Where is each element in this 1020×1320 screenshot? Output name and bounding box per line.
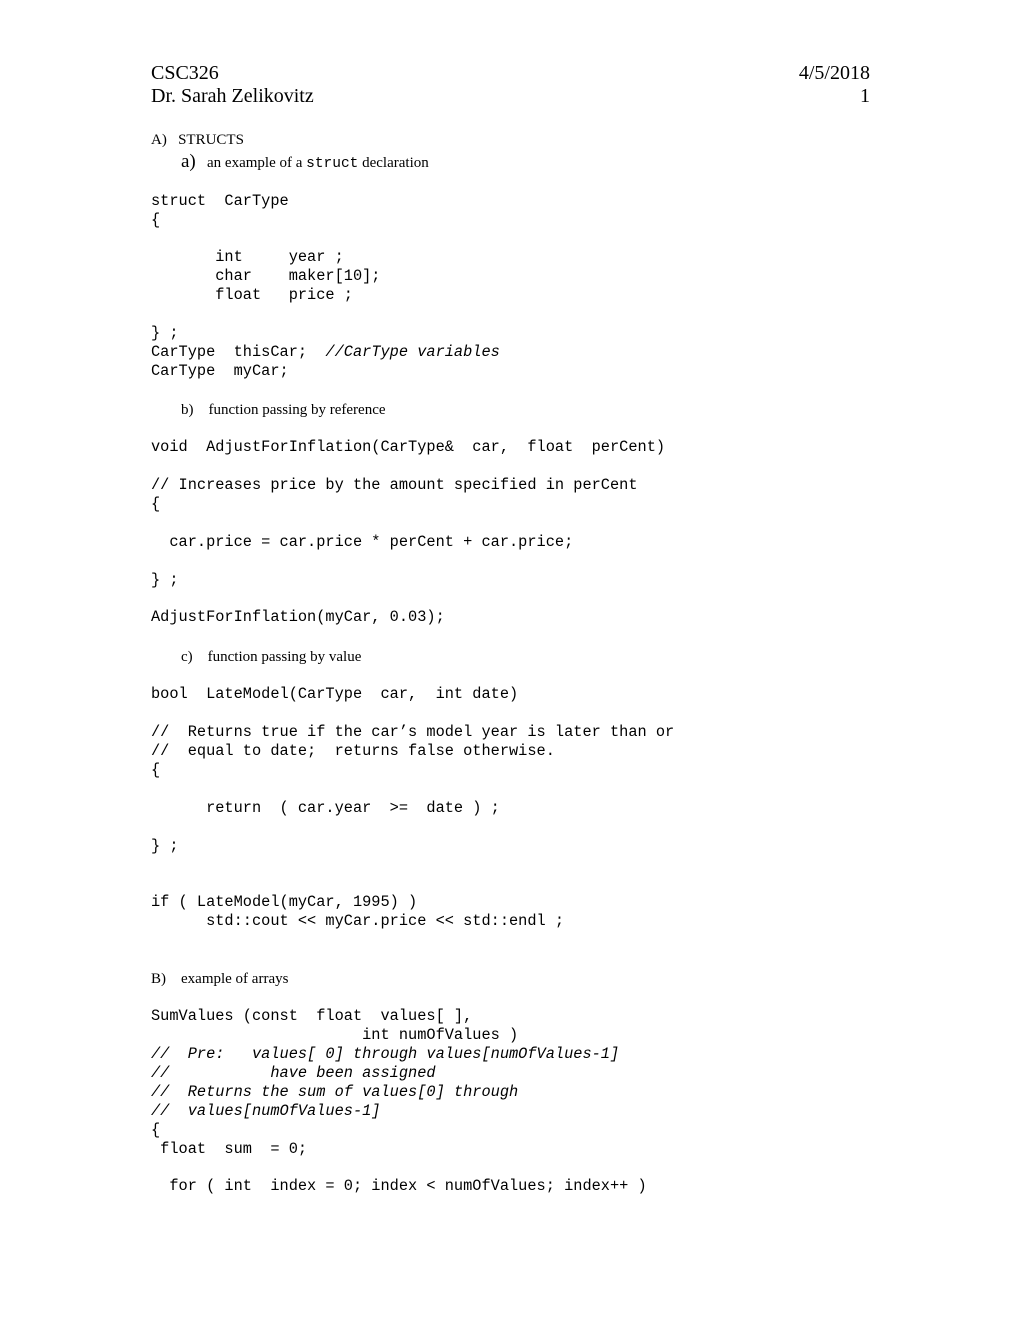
subsection-b-heading: b) function passing by reference	[181, 402, 386, 418]
section-a-heading: A) STRUCTS	[151, 132, 244, 148]
code-text: CarType thisCar;	[151, 343, 326, 361]
code-line: // equal to date; returns false otherwise.	[151, 742, 555, 760]
code-line: {	[151, 761, 161, 779]
code-line: SumValues (const float values[ ],	[151, 1007, 473, 1025]
page-number: 1	[860, 85, 870, 107]
code-line: } ;	[151, 571, 179, 589]
code-line: float price ;	[151, 286, 353, 304]
subsection-a-heading	[181, 152, 429, 174]
code-line: std::cout << myCar.price << std::endl ;	[151, 912, 565, 930]
code-line: CarType myCar;	[151, 362, 289, 380]
code-line: if ( LateModel(myCar, 1995) )	[151, 893, 418, 911]
code-line: float sum = 0;	[151, 1140, 308, 1158]
document-date: 4/5/2018	[798, 62, 870, 84]
code-line: {	[151, 1121, 161, 1139]
code-line: // Increases price by the amount specified in perCent	[151, 476, 638, 494]
code-line: void AdjustForInflation(CarType& car, float perCent)	[151, 438, 666, 456]
code-line: char maker[10];	[151, 267, 381, 285]
subsection-a-text-after: declaration	[358, 155, 429, 171]
code-comment: //CarType variables	[325, 343, 500, 361]
subsection-a-code-word: struct	[306, 156, 359, 172]
code-line: {	[151, 211, 161, 229]
code-comment: // Pre: values[ 0] through values[numOfValues-1]	[151, 1045, 620, 1063]
code-line: int year ;	[151, 248, 344, 266]
code-line: return ( car.year >= date ) ;	[151, 799, 500, 817]
code-line: for ( int index = 0; index < numOfValues; index++ )	[151, 1177, 647, 1195]
course-code: CSC326	[151, 62, 219, 84]
subsection-c-heading: c) function passing by value	[181, 649, 362, 665]
code-line: AdjustForInflation(myCar, 0.03);	[151, 608, 445, 626]
code-comment: // values[numOfValues-1]	[151, 1102, 381, 1120]
code-comment: // have been assigned	[151, 1064, 436, 1082]
code-line: {	[151, 495, 161, 513]
subsection-a-text-before: an example of a	[207, 155, 307, 171]
code-line: } ;	[151, 324, 179, 342]
subsection-a-letter: a)	[181, 151, 196, 172]
instructor-name: Dr. Sarah Zelikovitz	[151, 85, 314, 107]
code-line: car.price = car.price * perCent + car.price;	[151, 533, 574, 551]
code-line: bool LateModel(CarType car, int date)	[151, 685, 519, 703]
code-line: struct CarType	[151, 192, 289, 210]
code-line: } ;	[151, 837, 179, 855]
section-b-heading: B) example of arrays	[151, 971, 289, 987]
code-comment: // Returns the sum of values[0] through	[151, 1083, 519, 1101]
code-line: int numOfValues )	[151, 1026, 519, 1044]
code-line	[151, 343, 500, 362]
code-line: // Returns true if the car’s model year is later than or	[151, 723, 675, 741]
